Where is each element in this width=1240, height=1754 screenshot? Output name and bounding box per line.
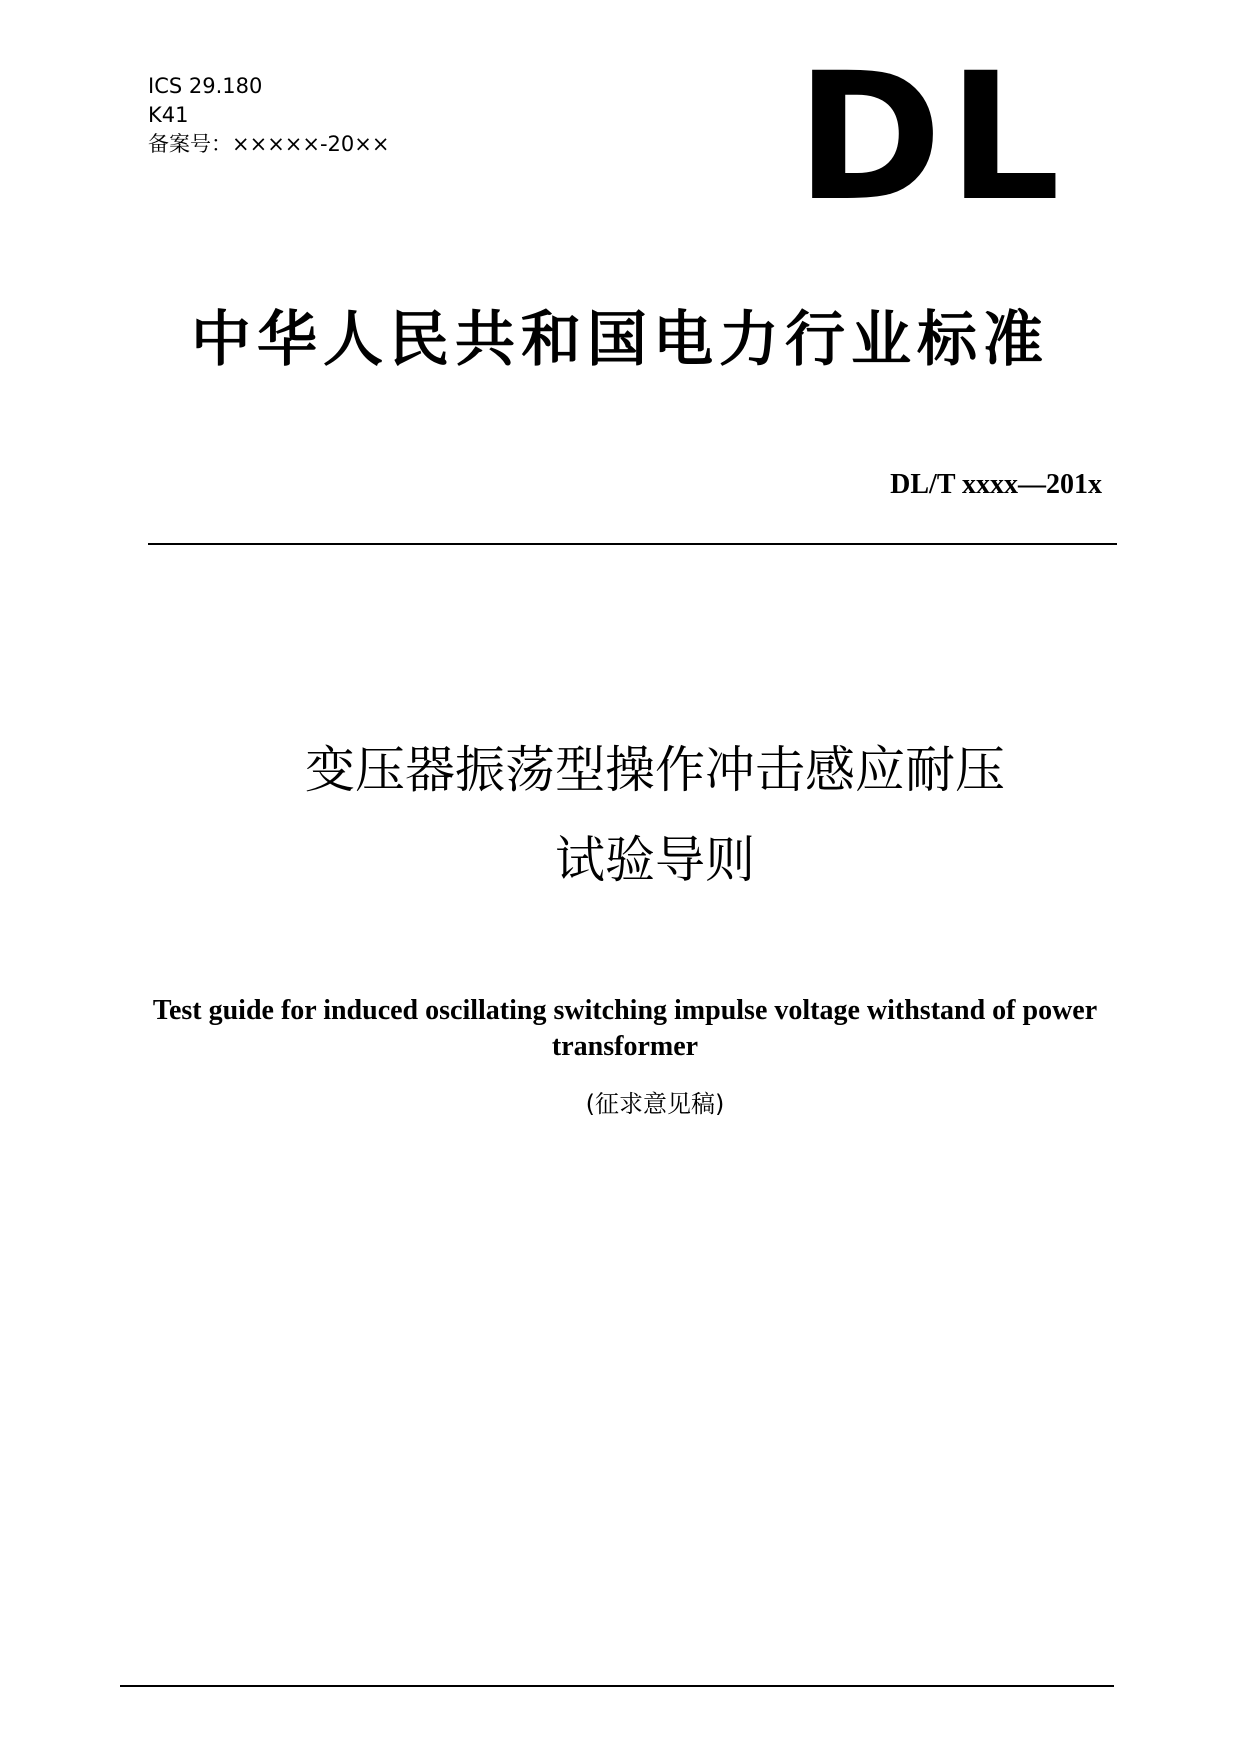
- filing-number: 备案号：×××××-20××: [148, 132, 390, 156]
- english-title: Test guide for induced oscillating switching impulse voltage withstand of power transformer: [152, 995, 1098, 1062]
- bottom-divider: [120, 1685, 1114, 1687]
- ics-code: ICS 29.180: [148, 74, 263, 98]
- chinese-title: [0, 725, 1240, 905]
- chinese-title-line-2: 试验导则: [555, 831, 755, 889]
- standard-category-title: 中华人民共和国电力行业标准: [191, 305, 1049, 375]
- top-divider: [148, 543, 1117, 545]
- draft-label: (征求意见稿): [585, 1090, 725, 1118]
- classification-block: [148, 72, 389, 159]
- dl-logo: DL: [796, 35, 1067, 240]
- standard-number: DL/T xxxx—201x: [890, 469, 1102, 500]
- chinese-title-line-1: 变压器振荡型操作冲击感应耐压: [305, 741, 1005, 799]
- ccs-code: K41: [148, 103, 189, 127]
